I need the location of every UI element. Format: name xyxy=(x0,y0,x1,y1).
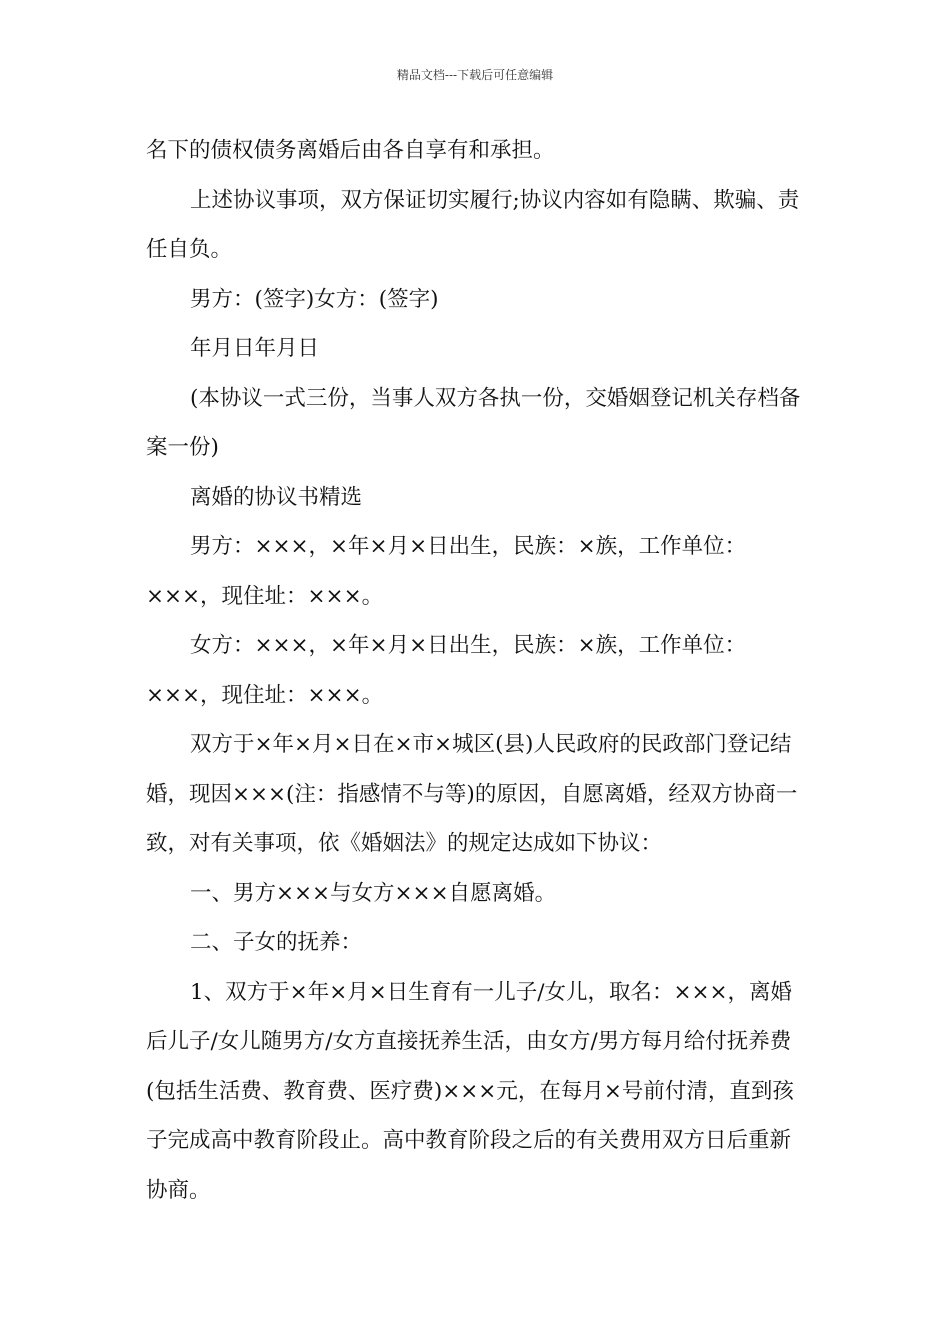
page-header: 精品文档---下载后可任意编辑 xyxy=(396,68,554,82)
paragraph-3: 男方：(签字)女方：(签字) xyxy=(190,286,439,312)
document-body xyxy=(146,126,806,1215)
paragraph-6: 离婚的协议书精选 xyxy=(190,484,363,510)
paragraph-7: 男方：×××，×年×月×日出生，民族：×族，工作单位：×××，现住址：×××。 xyxy=(146,534,747,609)
paragraph-4: 年月日年月日 xyxy=(190,336,320,361)
paragraph-11: 二、子女的抚养： xyxy=(190,930,363,955)
paragraph-10: 一、男方×××与女方×××自愿离婚。 xyxy=(190,880,557,906)
paragraph-5: (本协议一式三份，当事人双方各执一份，交婚姻登记机关存档备案一份) xyxy=(146,385,801,460)
paragraph-8: 女方：×××，×年×月×日出生，民族：×族，工作单位：×××，现住址：×××。 xyxy=(146,633,747,708)
paragraph-1: 名下的债权债务离婚后由各自享有和承担。 xyxy=(146,138,555,163)
paragraph-2: 上述协议事项，双方保证切实履行;协议内容如有隐瞒、欺骗、责任自负。 xyxy=(146,187,800,262)
paragraph-12: 1、双方于×年×月×日生育有一儿子/女儿，取名：×××，离婚后儿子/女儿随男方/女方直接抚养生活，由女方/男方每月给付抚养费(包括生活费、教育费、医疗费)×××元，在每月×号前付清，直到孩子完成高中教育阶段止。高中教育阶段之后的有关费用双方日后重新协商。 xyxy=(146,979,794,1203)
paragraph-9: 双方于×年×月×日在×市×城区(县)人民政府的民政部门登记结婚，现因×××(注：指感情不与等)的原因，自愿离婚，经双方协商一致，对有关事项，依《婚姻法》的规定达成如下协议： xyxy=(146,732,798,856)
